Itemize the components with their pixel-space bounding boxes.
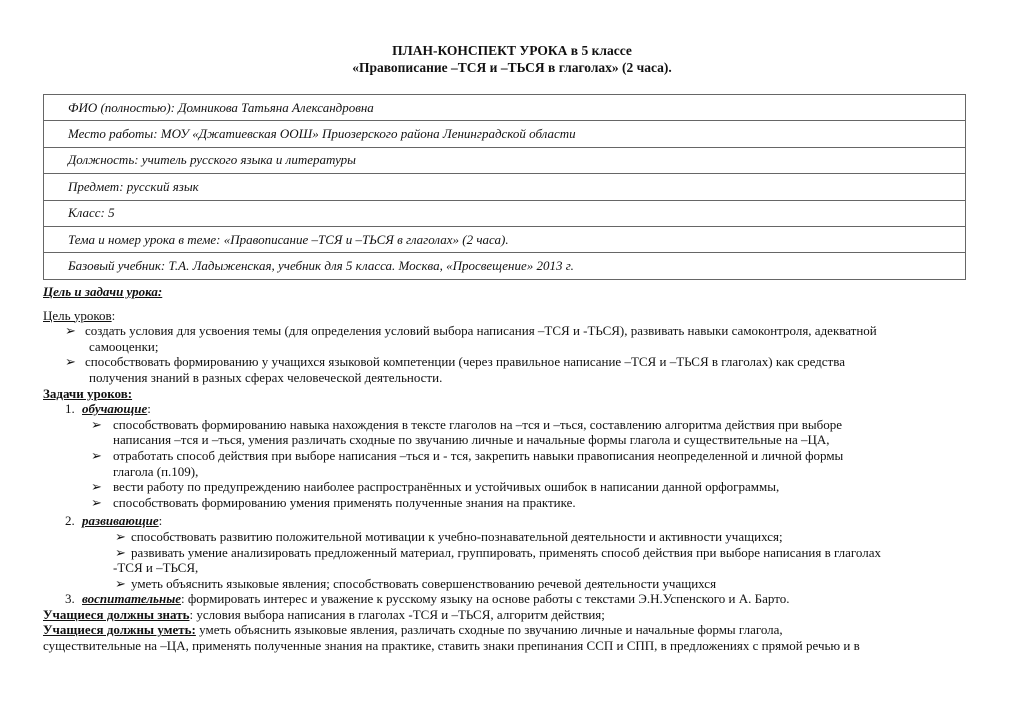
aim-text-line2: получения знаний в разных сферах человеческой деятельности. <box>89 369 443 385</box>
task3-label: воспитательные <box>82 591 181 607</box>
aim-text-line1: создать условия для усвоения темы (для определения условий выбора написания –ТСЯ и -ТЬСЯ), развивать навыки самоконтроля, адекватной <box>85 323 877 339</box>
task2-colon: : <box>158 513 163 529</box>
aims-heading-line <box>43 308 983 324</box>
goals-heading: Цель и задачи урока: <box>43 284 163 299</box>
teacher-info-table <box>43 94 966 280</box>
arrow-bullet-icon: ➢ <box>115 528 126 544</box>
arrow-bullet-icon: ➢ <box>91 494 102 510</box>
aims-colon: : <box>111 307 116 323</box>
table-row <box>44 174 966 200</box>
task1-line <box>43 401 983 417</box>
table-row <box>44 200 966 226</box>
know-line <box>43 607 983 623</box>
task2-label: развивающие <box>82 513 159 529</box>
task1-colon: : <box>147 401 151 417</box>
list-item <box>43 576 983 592</box>
table-row <box>44 95 966 121</box>
table-row <box>44 147 966 173</box>
task-text-line1: вести работу по предупреждению наиболее распространённых и устойчивых ошибок в написании данной орфограммы, <box>113 479 780 495</box>
tasks-heading: Задачи уроков: <box>43 385 133 401</box>
lesson-topic-title: «Правописание –ТСЯ и –ТЬСЯ в глаголах» (2 часа). <box>352 60 672 75</box>
task-text-line2: написания –тся и –ться, умения различать сходные по звучанию личные и начальные формы глагола и существительные на –ЦА, <box>113 432 830 448</box>
know-label: Учащиеся должны знать <box>43 606 190 622</box>
task3-text: : формировать интерес и уважение к русскому языку на основе работы с текстами Э.Н.Успенского и А. Барто. <box>181 591 790 607</box>
info-class: Класс: 5 <box>44 200 966 226</box>
task-text-line1: способствовать формированию умения применять полученные знания на практике. <box>113 494 576 510</box>
list-item <box>43 417 983 448</box>
task2-number: 2. <box>65 513 75 529</box>
aim-text-line1: способствовать формированию у учащихся языковой компетенции (через правильное написание –ТСЯ и –ТЬСЯ в глаголах) как средства <box>85 354 845 370</box>
arrow-bullet-icon: ➢ <box>91 416 102 432</box>
can-label: Учащиеся должны уметь: <box>43 622 196 638</box>
arrow-bullet-icon: ➢ <box>115 544 126 560</box>
info-workplace: Место работы: МОУ «Джатиевская ООШ» Приозерского района Ленинградской области <box>44 121 966 147</box>
info-fio: ФИО (полностью): Домникова Татьяна Александровна <box>44 95 966 121</box>
list-item <box>43 529 983 545</box>
list-item <box>43 354 983 385</box>
task-text-line1: уметь объяснить языковые явления; способствовать совершенствованию речевой деятельности учащихся <box>131 575 717 591</box>
task-text-line1: отработать способ действия при выборе написания –ться и - тся, закрепить навыки правописания неопределенной и личной формы <box>113 447 844 463</box>
table-row <box>44 253 966 279</box>
list-item <box>43 448 983 479</box>
info-position: Должность: учитель русского языка и литературы <box>44 147 966 173</box>
aims-heading: Цель уроков <box>43 307 112 323</box>
list-item <box>43 545 983 576</box>
list-item <box>43 479 983 495</box>
aim-text-line2: самооценки; <box>89 338 159 354</box>
info-textbook: Базовый учебник: Т.А. Ладыженская, учебник для 5 класса. Москва, «Просвещение» 2013 г. <box>44 253 966 279</box>
can-line2: существительные на –ЦА, применять полученные знания на практике, ставить знаки препинания ССП и СПП, в предложениях с прямой речью и в <box>43 638 860 654</box>
info-subject: Предмет: русский язык <box>44 174 966 200</box>
can-text: уметь объяснить языковые явления, различать сходные по звучанию личные и начальные формы глагола, <box>195 622 783 638</box>
task2-line <box>43 513 983 529</box>
table-row <box>44 226 966 252</box>
list-item <box>43 323 983 354</box>
can-line <box>43 622 983 638</box>
info-topic: Тема и номер урока в теме: «Правописание –ТСЯ и –ТЬСЯ в глаголах» (2 часа). <box>44 226 966 252</box>
arrow-bullet-icon: ➢ <box>91 447 102 463</box>
task-text-line1: способствовать развитию положительной мотивации к учебно-познавательной деятельности и активности учащихся; <box>131 528 783 544</box>
table-row <box>44 121 966 147</box>
task3-line <box>43 591 983 607</box>
task-text-line1: развивать умение анализировать предложенный материал, группировать, применять способ действия при выборе написания в глаголах <box>131 544 881 560</box>
arrow-bullet-icon: ➢ <box>65 354 76 370</box>
lesson-plan-title: ПЛАН-КОНСПЕКТ УРОКА в 5 классе <box>392 43 632 58</box>
arrow-bullet-icon: ➢ <box>91 479 102 495</box>
arrow-bullet-icon: ➢ <box>115 575 126 591</box>
task1-label: обучающие <box>82 401 148 417</box>
task-text-line1: способствовать формированию навыка нахождения в тексте глаголов на –тся и –ться, составлению алгоритма действия при выборе <box>113 416 842 432</box>
know-text: : условия выбора написания в глаголах -ТСЯ и –ТЬСЯ, алгоритм действия; <box>189 606 605 622</box>
task-text-line2: глагола (п.109), <box>113 463 199 479</box>
task1-number: 1. <box>65 401 75 417</box>
list-item <box>43 495 983 511</box>
lesson-body <box>43 284 983 654</box>
arrow-bullet-icon: ➢ <box>65 323 76 339</box>
task3-number: 3. <box>65 591 75 607</box>
task-text-line2: -ТСЯ и –ТЬСЯ, <box>113 560 199 576</box>
